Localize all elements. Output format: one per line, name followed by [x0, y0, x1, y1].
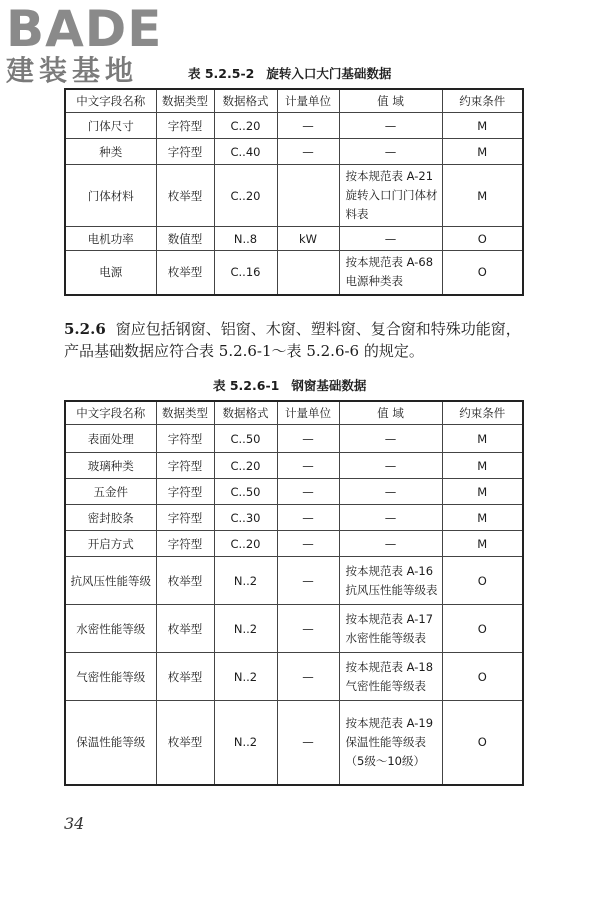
unit-cell — [277, 251, 339, 295]
table2-header-cell: 约束条件 — [442, 401, 523, 425]
field-name-cell: 气密性能等级 — [65, 653, 156, 701]
unit-cell: — — [277, 653, 339, 701]
paragraph-text: 窗应包括钢窗、铝窗、木窗、塑料窗、复合窗和特殊功能窗，产品基础数据应符合表 5.2.6-1～表 5.2.6-6 的规定。 — [64, 320, 521, 360]
unit-cell: — — [277, 453, 339, 479]
unit-cell: — — [277, 479, 339, 505]
data-type-cell: 字符型 — [156, 505, 214, 531]
table2-number: 表 5.2.6-1 — [213, 378, 280, 393]
table1-header-row — [65, 89, 523, 113]
data-format-cell: C..20 — [214, 113, 277, 139]
data-type-cell: 字符型 — [156, 113, 214, 139]
table-row — [65, 701, 523, 785]
table1-header-cell: 中文字段名称 — [65, 89, 156, 113]
table-row — [65, 531, 523, 557]
data-type-cell: 字符型 — [156, 531, 214, 557]
logo-brand: BADE — [6, 0, 163, 58]
value-domain-cell: 按本规范表 A-19 保温性能等级表（5级～10级） — [339, 701, 442, 785]
constraint-cell: M — [442, 531, 523, 557]
table-row — [65, 505, 523, 531]
data-format-cell: C..40 — [214, 139, 277, 165]
logo — [6, 0, 163, 88]
field-name-cell: 门体材料 — [65, 165, 156, 227]
value-domain-cell: — — [339, 505, 442, 531]
field-name-cell: 表面处理 — [65, 425, 156, 453]
unit-cell: — — [277, 113, 339, 139]
data-type-cell: 字符型 — [156, 425, 214, 453]
constraint-cell: O — [442, 653, 523, 701]
value-domain-cell: — — [339, 531, 442, 557]
value-domain-cell: — — [339, 453, 442, 479]
value-domain-cell: — — [339, 227, 442, 251]
table-row — [65, 605, 523, 653]
constraint-cell: O — [442, 251, 523, 295]
data-format-cell: C..50 — [214, 425, 277, 453]
table1-header-cell: 约束条件 — [442, 89, 523, 113]
constraint-cell: O — [442, 227, 523, 251]
data-format-cell: N..2 — [214, 557, 277, 605]
value-domain-cell: 按本规范表 A-16 抗风压性能等级表 — [339, 557, 442, 605]
table-row — [65, 453, 523, 479]
table2-header-cell: 数据类型 — [156, 401, 214, 425]
unit-cell — [277, 165, 339, 227]
field-name-cell: 电机功率 — [65, 227, 156, 251]
data-type-cell: 字符型 — [156, 479, 214, 505]
table2-header-cell: 值 域 — [339, 401, 442, 425]
data-format-cell: N..2 — [214, 605, 277, 653]
table-row — [65, 653, 523, 701]
value-domain-cell: 按本规范表 A-17 水密性能等级表 — [339, 605, 442, 653]
field-name-cell: 水密性能等级 — [65, 605, 156, 653]
data-format-cell: C..16 — [214, 251, 277, 295]
field-name-cell: 密封胶条 — [65, 505, 156, 531]
data-type-cell: 数值型 — [156, 227, 214, 251]
table1-title: 旋转入口大门基础数据 — [266, 66, 392, 81]
field-name-cell: 保温性能等级 — [65, 701, 156, 785]
table-row — [65, 139, 523, 165]
table1-caption — [188, 64, 391, 82]
value-domain-cell: — — [339, 425, 442, 453]
constraint-cell: O — [442, 701, 523, 785]
unit-cell: — — [277, 531, 339, 557]
table2-caption — [213, 376, 366, 394]
unit-cell: — — [277, 557, 339, 605]
field-name-cell: 玻璃种类 — [65, 453, 156, 479]
data-format-cell: N..2 — [214, 653, 277, 701]
constraint-cell: M — [442, 139, 523, 165]
table2-header-cell: 中文字段名称 — [65, 401, 156, 425]
table-row — [65, 479, 523, 505]
field-name-cell: 开启方式 — [65, 531, 156, 557]
unit-cell: — — [277, 139, 339, 165]
table2-header-cell: 数据格式 — [214, 401, 277, 425]
constraint-cell: O — [442, 605, 523, 653]
data-format-cell: N..2 — [214, 701, 277, 785]
value-domain-cell: 按本规范表 A-68 电源种类表 — [339, 251, 442, 295]
constraint-cell: M — [442, 453, 523, 479]
unit-cell: — — [277, 701, 339, 785]
field-name-cell: 抗风压性能等级 — [65, 557, 156, 605]
constraint-cell: M — [442, 505, 523, 531]
table1-header-cell: 数据类型 — [156, 89, 214, 113]
page-number: 34 — [64, 814, 85, 833]
data-type-cell: 枚举型 — [156, 605, 214, 653]
value-domain-cell: 按本规范表 A-21 旋转入口门门体材料表 — [339, 165, 442, 227]
data-type-cell: 枚举型 — [156, 653, 214, 701]
data-type-cell: 枚举型 — [156, 701, 214, 785]
data-format-cell: C..20 — [214, 165, 277, 227]
table-row — [65, 165, 523, 227]
data-format-cell: C..20 — [214, 531, 277, 557]
table2-header-row — [65, 401, 523, 425]
unit-cell: — — [277, 425, 339, 453]
data-type-cell: 枚举型 — [156, 165, 214, 227]
unit-cell: — — [277, 605, 339, 653]
value-domain-cell: 按本规范表 A-18 气密性能等级表 — [339, 653, 442, 701]
table-row — [65, 227, 523, 251]
table-row — [65, 557, 523, 605]
table1 — [64, 88, 524, 296]
value-domain-cell: — — [339, 113, 442, 139]
table1-header-cell: 值 域 — [339, 89, 442, 113]
constraint-cell: M — [442, 479, 523, 505]
table2 — [64, 400, 524, 786]
table-row — [65, 251, 523, 295]
paragraph-number: 5.2.6 — [64, 320, 106, 338]
data-type-cell: 枚举型 — [156, 251, 214, 295]
data-type-cell: 字符型 — [156, 453, 214, 479]
table1-header-cell: 数据格式 — [214, 89, 277, 113]
table2-title: 钢窗基础数据 — [291, 378, 367, 393]
field-name-cell: 五金件 — [65, 479, 156, 505]
data-format-cell: C..30 — [214, 505, 277, 531]
table-row — [65, 425, 523, 453]
logo-subtitle: 建装基地 — [6, 54, 139, 87]
value-domain-cell: — — [339, 139, 442, 165]
paragraph — [64, 318, 534, 362]
field-name-cell: 种类 — [65, 139, 156, 165]
data-format-cell: C..50 — [214, 479, 277, 505]
constraint-cell: O — [442, 557, 523, 605]
field-name-cell: 门体尺寸 — [65, 113, 156, 139]
data-format-cell: N..8 — [214, 227, 277, 251]
field-name-cell: 电源 — [65, 251, 156, 295]
table1-header-cell: 计量单位 — [277, 89, 339, 113]
unit-cell: kW — [277, 227, 339, 251]
constraint-cell: M — [442, 113, 523, 139]
constraint-cell: M — [442, 425, 523, 453]
data-type-cell: 枚举型 — [156, 557, 214, 605]
data-format-cell: C..20 — [214, 453, 277, 479]
table1-number: 表 5.2.5-2 — [188, 66, 255, 81]
data-type-cell: 字符型 — [156, 139, 214, 165]
unit-cell: — — [277, 505, 339, 531]
table2-header-cell: 计量单位 — [277, 401, 339, 425]
value-domain-cell: — — [339, 479, 442, 505]
constraint-cell: M — [442, 165, 523, 227]
table-row — [65, 113, 523, 139]
